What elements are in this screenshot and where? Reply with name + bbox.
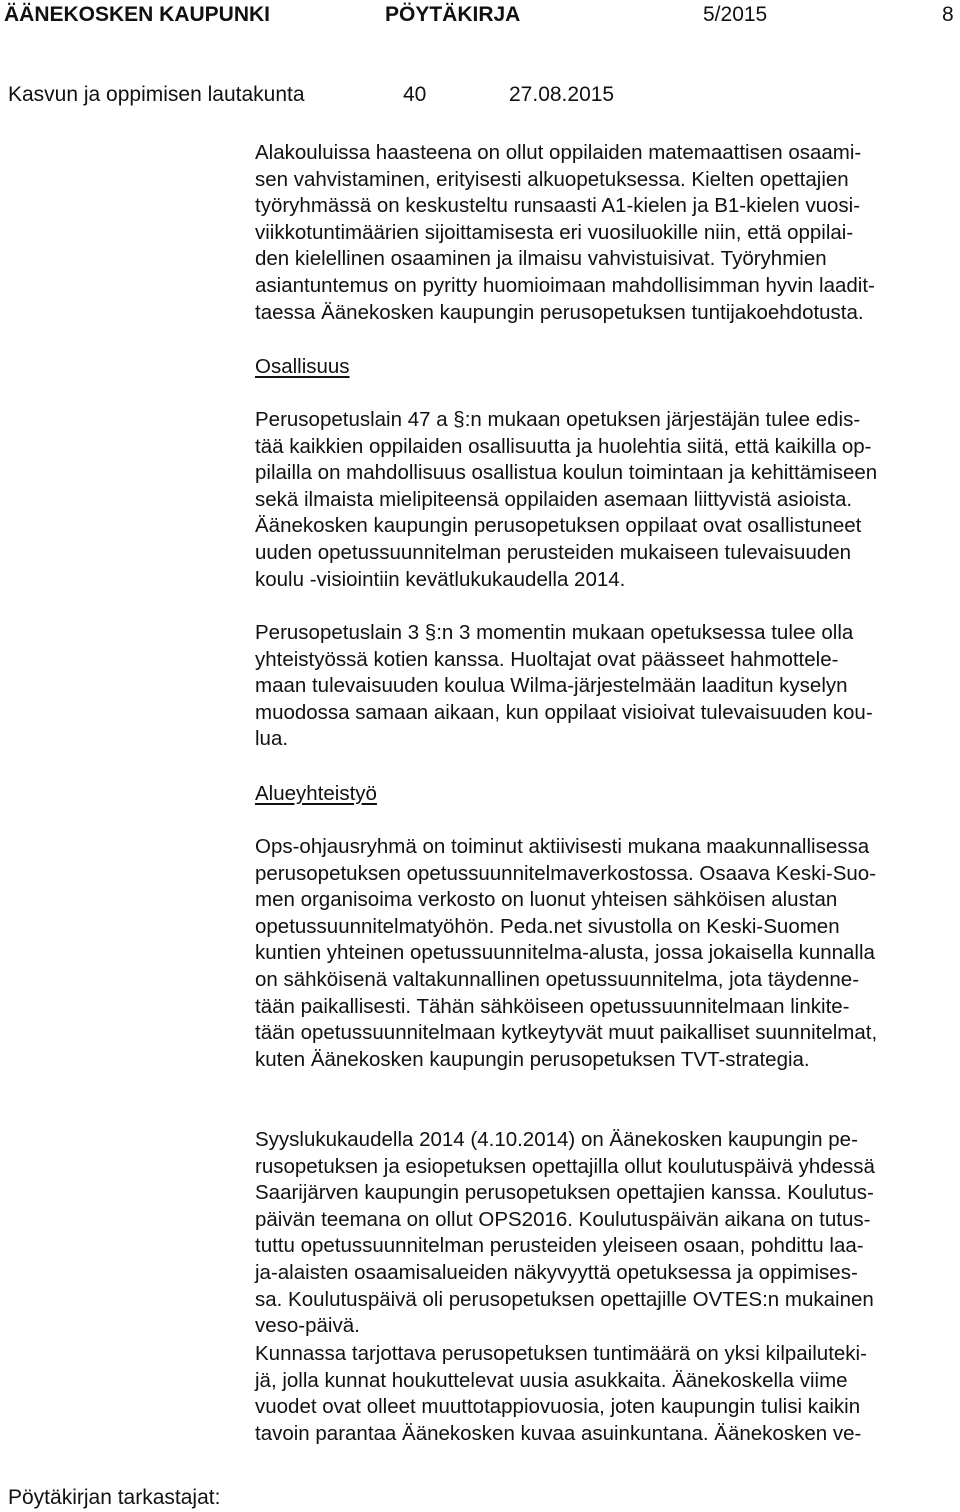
text-line: sen vahvistaminen, erityisesti alkuopetuksessa. Kielten opettajien <box>255 167 849 191</box>
section-number: 40 <box>403 83 427 106</box>
document-type: PÖYTÄKIRJA <box>385 3 521 26</box>
text-line: sa. Koulutuspäivä oli perusopetuksen opettajille OVTES:n mukainen <box>255 1287 874 1311</box>
paragraph-teaching-hours <box>255 1341 955 1447</box>
text-line: veso-päivä. <box>255 1314 360 1338</box>
text-line: uuden opetussuunnitelman perusteiden mukaiseen tulevaisuuden <box>255 540 852 564</box>
organization-name: ÄÄNEKOSKEN KAUPUNKI <box>4 3 271 26</box>
text-line: jä, jolla kunnat houkuttelevat uusia asukkaita. Äänekoskella viime <box>255 1368 848 1392</box>
text-line: Kunnassa tarjottava perusopetuksen tuntimäärä on yksi kilpailuteki- <box>255 1342 867 1365</box>
text-line: tään opetussuunnitelmaan kytkeytyvät muut paikalliset suunnitelmat, <box>255 1021 878 1045</box>
text-line: lua. <box>255 727 289 751</box>
text-line: tää kaikkien oppilaiden osallisuutta ja huolehtia siitä, että kaikilla op- <box>255 434 872 458</box>
paragraph-regional-cooperation <box>255 834 955 1073</box>
text-line: perusopetuksen opetussuunnitelmaverkostossa. Osaava Keski-Suo- <box>255 861 877 885</box>
meeting-date: 27.08.2015 <box>509 83 615 106</box>
text-line: opetussuunnitelmatyöhön. Peda.net sivustolla on Keski-Suomen <box>255 914 840 938</box>
text-line: Syyslukukaudella 2014 (4.10.2014) on Äänekosken kaupungin pe- <box>255 1128 858 1151</box>
section-heading-osallisuus: Osallisuus <box>255 355 350 378</box>
text-line: on sähköisenä valtakunnallinen opetussuunnitelma, jota täydenne- <box>255 967 860 991</box>
text-line: Perusopetuslain 47 a §:n mukaan opetuksen järjestäjän tulee edis- <box>255 408 861 431</box>
text-line: pilailla on mahdollisuus osallistua koulun toimintaan ja kehittämiseen <box>255 461 878 485</box>
text-line: kuten Äänekosken kaupungin perusopetuksen TVT-strategia. <box>255 1047 810 1071</box>
reviewers-label: Pöytäkirjan tarkastajat: <box>8 1486 221 1509</box>
text-line: taessa Äänekosken kaupungin perusopetuksen tuntijakoehdotusta. <box>255 300 864 324</box>
text-line: men organisoima verkosto on luonut yhteisen sähköisen alustan <box>255 888 838 912</box>
text-line: asiantuntemus on pyritty huomioimaan mahdollisimman hyvin laadit- <box>255 273 875 297</box>
text-line: Saarijärven kaupungin perusopetuksen opettajien kanssa. Koulutus- <box>255 1181 874 1205</box>
text-line: koulu -visiointiin kevätlukukaudella 2014. <box>255 567 626 591</box>
paragraph-mathematics-languages <box>255 140 955 326</box>
text-line: Ops-ohjausryhmä on toiminut aktiivisesti mukana maakunnallisessa <box>255 835 870 858</box>
paragraph-home-cooperation <box>255 620 955 753</box>
paragraph-training-day <box>255 1127 955 1340</box>
text-line: Alakouluissa haasteena on ollut oppilaiden matemaattisen osaami- <box>255 141 862 164</box>
text-line: muodossa samaan aikaan, kun oppilaat visioivat tulevaisuuden kou- <box>255 700 873 724</box>
text-line: vuodet ovat olleet muuttotappiovuosia, joten kaupungin tulisi kaikin <box>255 1395 861 1419</box>
text-line: den kielellinen osaaminen ja ilmaisu vahvistuisivat. Työryhmien <box>255 247 827 271</box>
text-line: yhteistyössä kotien kanssa. Huoltajat ovat päässeet hahmottele- <box>255 647 839 671</box>
board-name: Kasvun ja oppimisen lautakunta <box>8 83 305 106</box>
text-line: Perusopetuslain 3 §:n 3 momentin mukaan opetuksessa tulee olla <box>255 621 854 644</box>
text-line: tään paikallisesti. Tähän sähköiseen opetussuunnitelmaan linkite- <box>255 994 850 1018</box>
page-number: 8 <box>942 3 954 26</box>
text-line: ja-alaisten osaamisalueiden näkyvyyttä opetuksessa ja oppimises- <box>255 1260 858 1284</box>
text-line: päivän teemana on ollut OPS2016. Koulutuspäivän aikana on tutus- <box>255 1207 871 1231</box>
text-line: Äänekosken kaupungin perusopetuksen oppilaat ovat osallistuneet <box>255 514 862 538</box>
text-line: tavoin parantaa Äänekosken kuvaa asuinkuntana. Äänekosken ve- <box>255 1421 862 1445</box>
text-line: maan tulevaisuuden koulua Wilma-järjestelmään laaditun kyselyn <box>255 674 848 698</box>
text-line: sekä ilmaista mielipiteensä oppilaiden asemaan liittyvistä asioista. <box>255 487 853 511</box>
text-line: työryhmässä on keskusteltu runsaasti A1-kielen ja B1-kielen vuosi- <box>255 194 861 218</box>
text-line: kuntien yhteinen opetussuunnitelma-alusta, jossa jokaisella kunnalla <box>255 941 875 965</box>
section-heading-alueyhteistyo: Alueyhteistyö <box>255 782 377 805</box>
paragraph-participation <box>255 407 955 593</box>
text-line: rusopetuksen ja esiopetuksen opettajilla ollut koulutuspäivä yhdessä <box>255 1154 875 1178</box>
text-line: viikkotuntimäärien sijoittamisesta eri vuosiluokille niin, että oppilai- <box>255 220 854 244</box>
document-number: 5/2015 <box>703 3 768 26</box>
text-line: tuttu opetussuunnitelman perusteiden yleiseen osaan, pohdittu laa- <box>255 1234 864 1258</box>
